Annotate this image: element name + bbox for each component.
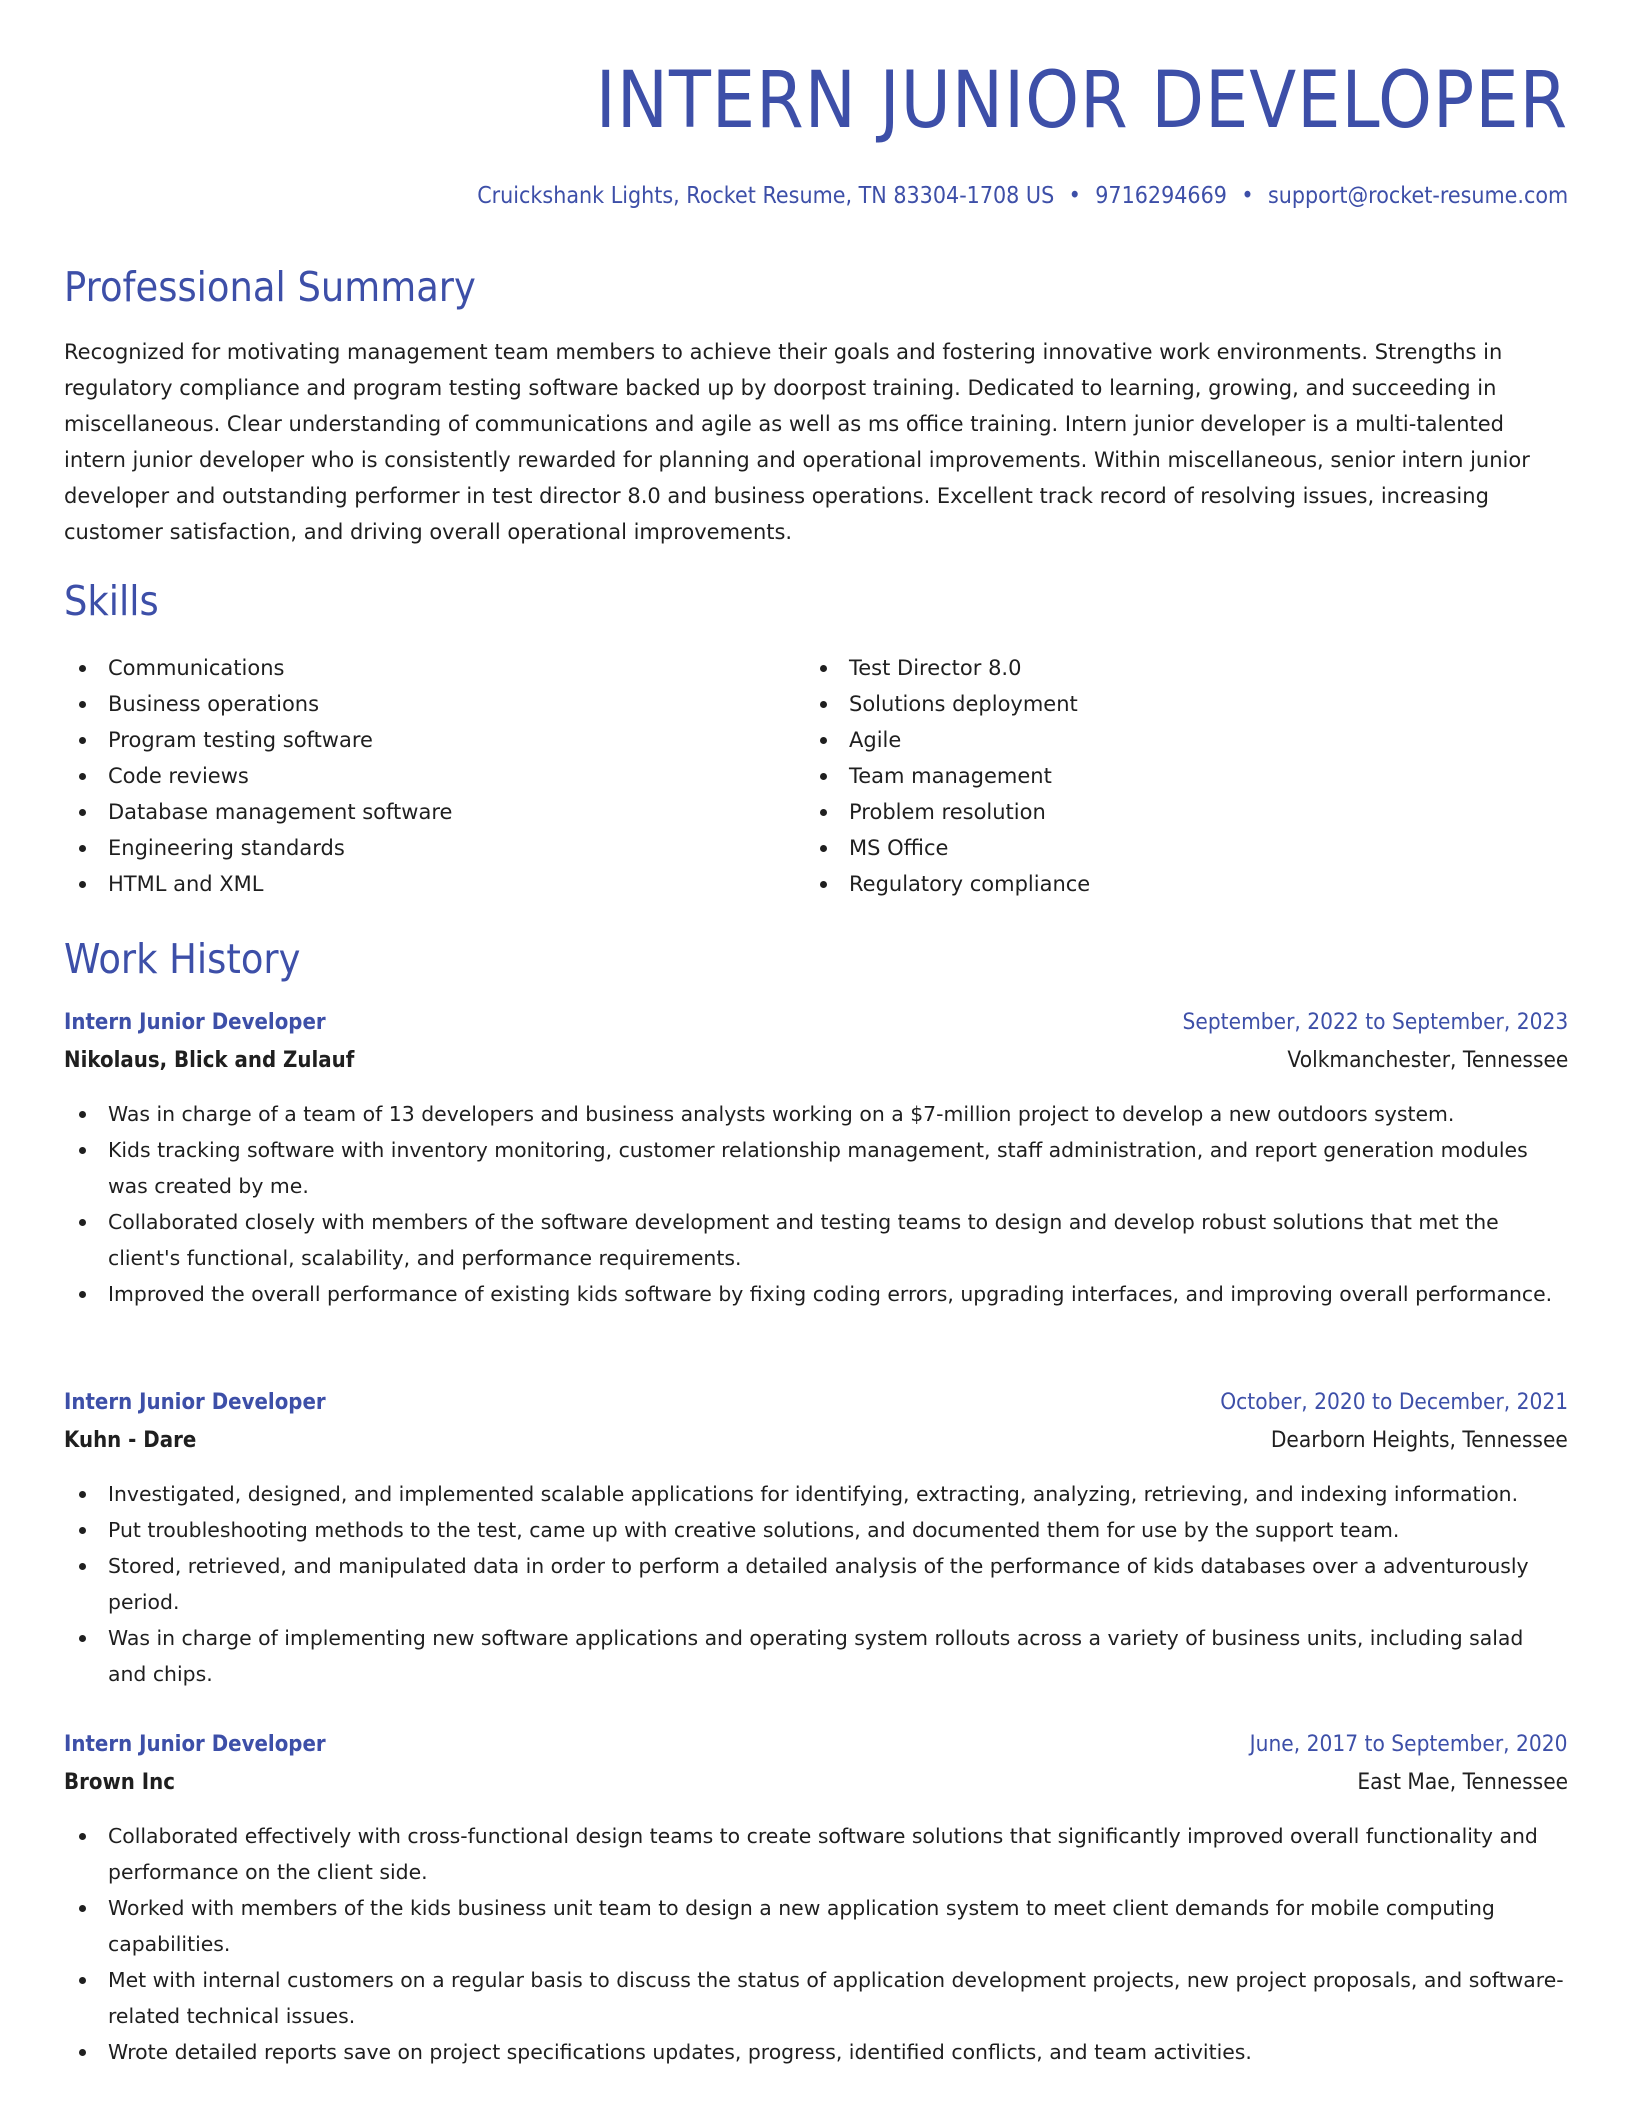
skill-item: Program testing software bbox=[64, 722, 764, 758]
section-title-skills: Skills bbox=[64, 577, 159, 625]
job-bullet: Investigated, designed, and implemented scalable applications for identifying, extracting, analyzing, retrieving, and indexing information. bbox=[64, 1476, 1568, 1512]
skill-item: Engineering standards bbox=[64, 830, 764, 866]
resume-page bbox=[64, 0, 1568, 2112]
section-title-work-history: Work History bbox=[64, 935, 301, 983]
job-location: Volkmanchester, Tennessee bbox=[1287, 1048, 1568, 1073]
job-bullet: Improved the overall performance of existing kids software by fixing coding errors, upgrading interfaces, and improving overall performance. bbox=[64, 1276, 1568, 1312]
skill-item: HTML and XML bbox=[64, 866, 764, 902]
job-location: East Mae, Tennessee bbox=[1357, 1770, 1568, 1795]
job-bullet: Was in charge of a team of 13 developers and business analysts working on a $7-million project to develop a new outdoors system. bbox=[64, 1096, 1568, 1132]
skill-item: Problem resolution bbox=[805, 794, 1505, 830]
job-bullets bbox=[64, 1476, 1568, 1692]
skill-item: Regulatory compliance bbox=[805, 866, 1505, 902]
job-company: Kuhn - Dare bbox=[64, 1428, 197, 1453]
skill-item: Agile bbox=[805, 722, 1505, 758]
job-company: Brown Inc bbox=[64, 1770, 175, 1795]
skill-item: Code reviews bbox=[64, 758, 764, 794]
job-bullet: Collaborated closely with members of the software development and testing teams to design and develop robust solutions that met the client's functional, scalability, and performance requirements. bbox=[64, 1204, 1568, 1276]
job-title: Intern Junior Developer bbox=[64, 1390, 326, 1415]
job-title: Intern Junior Developer bbox=[64, 1010, 326, 1035]
job-bullets bbox=[64, 1818, 1568, 2070]
contact-phone: 9716294669 bbox=[1095, 183, 1227, 209]
job-bullet: Collaborated effectively with cross-functional design teams to create software solutions that significantly improved overall functionality and performance on the client side. bbox=[64, 1818, 1568, 1890]
skill-item: MS Office bbox=[805, 830, 1505, 866]
job-bullet: Was in charge of implementing new software applications and operating system rollouts across a variety of business units, including salad and chips. bbox=[64, 1620, 1568, 1692]
job-bullet: Wrote detailed reports save on project specifications updates, progress, identified conflicts, and team activities. bbox=[64, 2034, 1568, 2070]
contact-line bbox=[477, 180, 1568, 212]
contact-separator: • bbox=[1068, 183, 1081, 209]
summary-text: Recognized for motivating management team members to achieve their goals and fostering innovative work environments. Strengths in regulatory compliance and program testing software backed up by doorpost training. Dedicated to learning, growing, and succeeding in miscellaneous. Clear understanding of communications and agile as well as ms office training. Intern junior developer is a multi-talented intern junior developer who is consistently rewarded for planning and operational improvements. Within miscellaneous, senior intern junior developer and outstanding performer in test director 8.0 and business operations. Excellent track record of resolving issues, increasing customer satisfaction, and driving overall operational improvements. bbox=[64, 340, 1530, 544]
skill-item: Solutions deployment bbox=[805, 686, 1505, 722]
job-bullet: Met with internal customers on a regular basis to discuss the status of application development projects, new project proposals, and software-related technical issues. bbox=[64, 1962, 1568, 2034]
resume-name: INTERN JUNIOR DEVELOPER bbox=[595, 56, 1568, 146]
job-bullets bbox=[64, 1096, 1568, 1312]
skills-list-left bbox=[64, 650, 764, 902]
contact-address: Cruickshank Lights, Rocket Resume, TN 83304-1708 US bbox=[477, 183, 1055, 209]
job-bullet: Worked with members of the kids business unit team to design a new application system to meet client demands for mobile computing capabilities. bbox=[64, 1890, 1568, 1962]
job-dates: October, 2020 to December, 2021 bbox=[1220, 1390, 1568, 1415]
skill-item: Database management software bbox=[64, 794, 764, 830]
job-dates: June, 2017 to September, 2020 bbox=[1250, 1732, 1568, 1757]
job-bullet: Kids tracking software with inventory monitoring, customer relationship management, staff administration, and report generation modules was created by me. bbox=[64, 1132, 1568, 1204]
skill-item: Team management bbox=[805, 758, 1505, 794]
job-entry bbox=[64, 1384, 1568, 1692]
job-title: Intern Junior Developer bbox=[64, 1732, 326, 1757]
job-entry bbox=[64, 1004, 1568, 1312]
job-company: Nikolaus, Blick and Zulauf bbox=[64, 1048, 355, 1073]
job-bullet: Stored, retrieved, and manipulated data in order to perform a detailed analysis of the performance of kids databases over a adventurously period. bbox=[64, 1548, 1568, 1620]
job-location: Dearborn Heights, Tennessee bbox=[1270, 1428, 1568, 1453]
job-dates: September, 2022 to September, 2023 bbox=[1182, 1010, 1568, 1035]
section-title-summary: Professional Summary bbox=[64, 263, 476, 311]
skill-item: Test Director 8.0 bbox=[805, 650, 1505, 686]
skills-list-right bbox=[805, 650, 1505, 902]
contact-separator: • bbox=[1241, 183, 1254, 209]
skill-item: Business operations bbox=[64, 686, 764, 722]
job-bullet: Put troubleshooting methods to the test, came up with creative solutions, and documented them for use by the support team. bbox=[64, 1512, 1568, 1548]
skill-item: Communications bbox=[64, 650, 764, 686]
contact-email: support@rocket-resume.com bbox=[1267, 183, 1568, 209]
job-entry bbox=[64, 1726, 1568, 2070]
